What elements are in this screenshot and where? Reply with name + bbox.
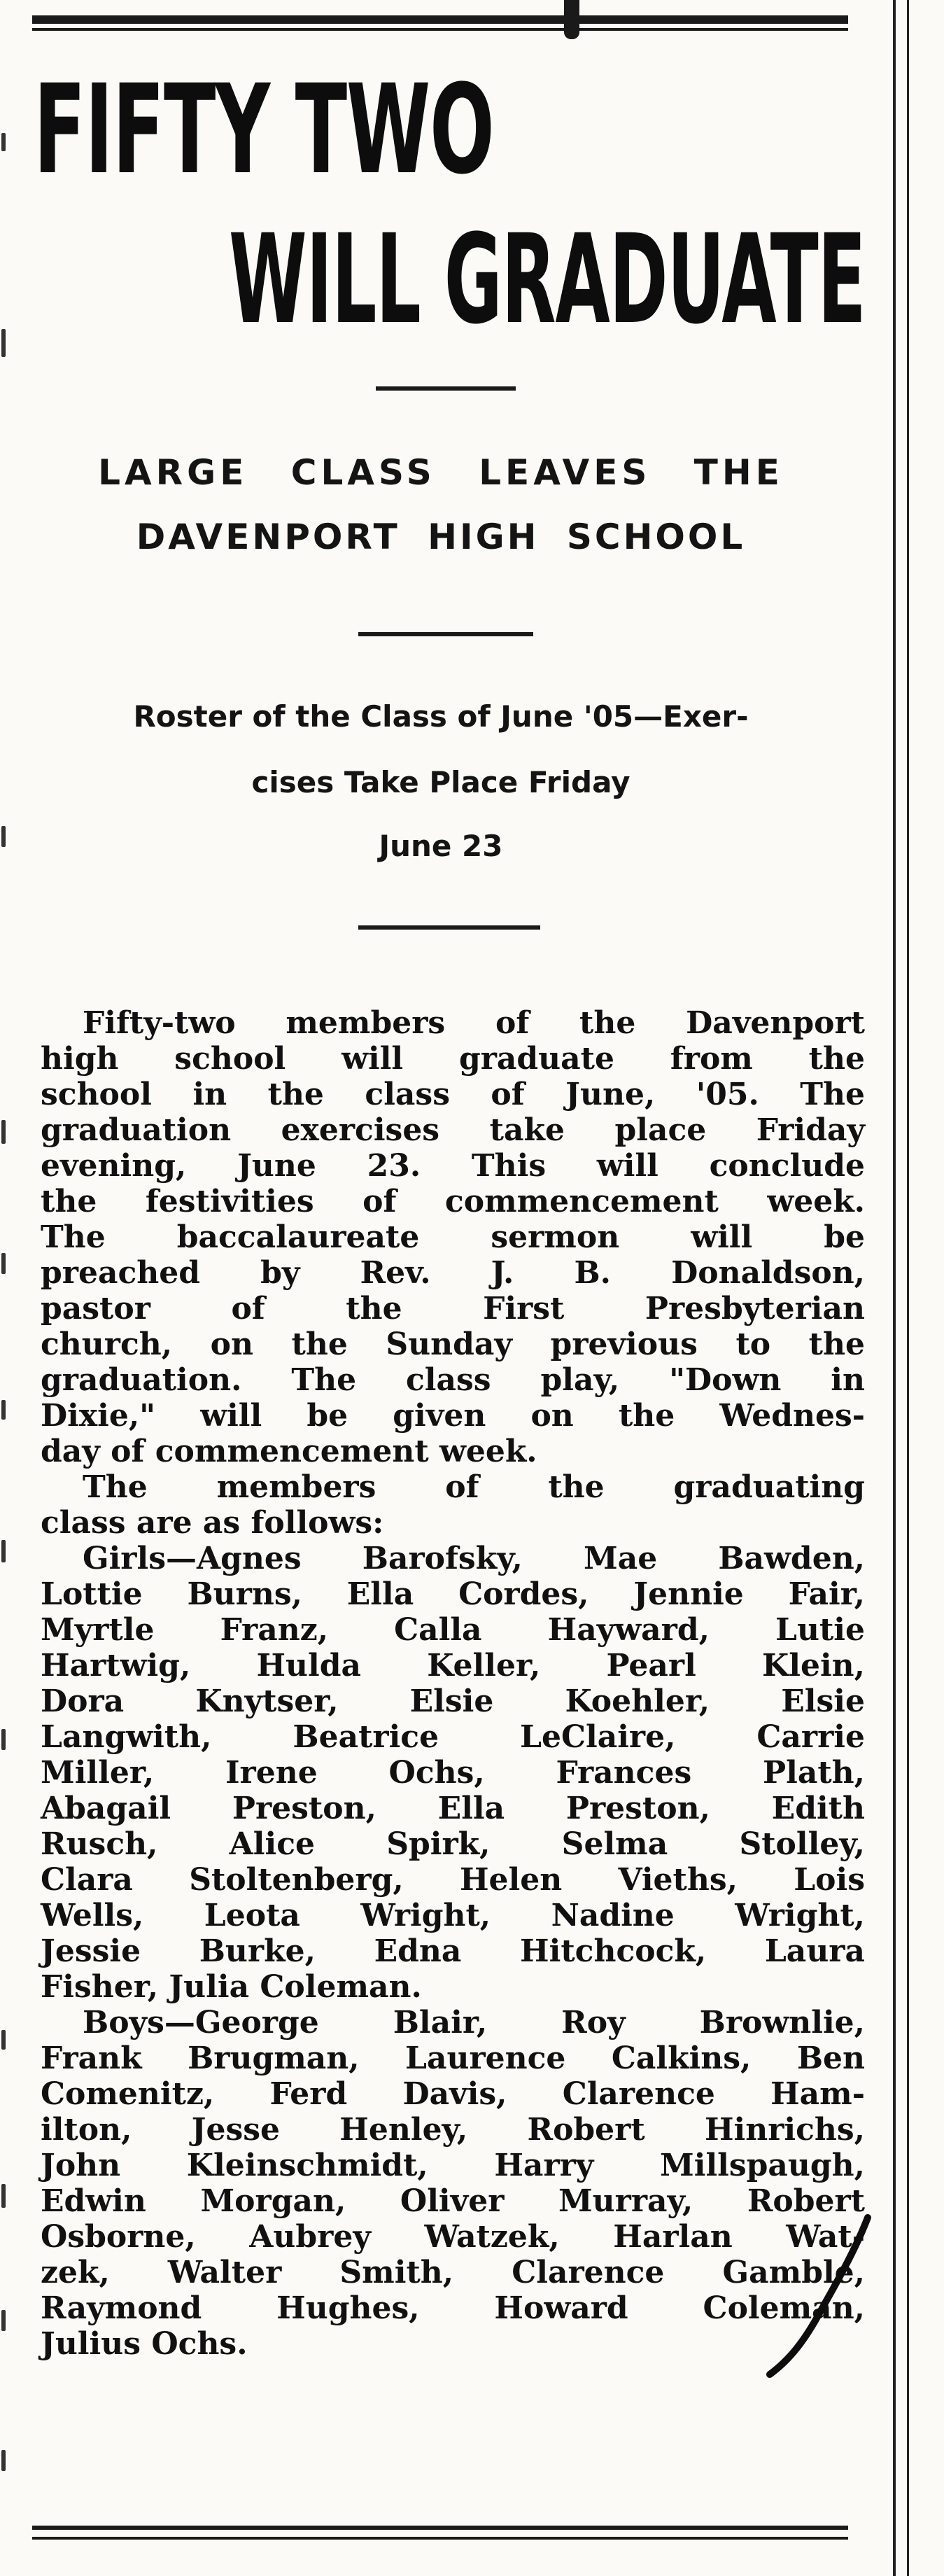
print-speck [1,2450,6,2471]
section-divider [376,386,516,391]
body-line: John Kleinschmidt, Harry Millspaugh, [41,2148,865,2183]
body-line: graduation exercises take place Friday [41,1112,865,1148]
body-line: evening, June 23. This will conclude [41,1148,865,1184]
body-line: church, on the Sunday previous to the [41,1326,865,1362]
print-speck [1,329,6,357]
body-line: Comenitz, Ferd Davis, Clarence Ham- [41,2076,865,2112]
print-speck [1,2184,6,2208]
body-line: Dora Knytser, Elsie Koehler, Elsie [41,1684,865,1719]
deck-line-1: Roster of the Class of June '05—Exer- [133,699,749,734]
deck-line-2: cises Take Place Friday [251,765,630,799]
print-speck [1,1253,6,1274]
top-rule [32,15,848,24]
print-speck [1,826,6,847]
print-speck [1,2030,6,2050]
body-line: school in the class of June, '05. The [41,1077,865,1112]
bottom-rule [32,2526,848,2530]
body-line: Girls—Agnes Barofsky, Mae Bawden, [83,1541,865,1576]
body-line: Jessie Burke, Edna Hitchcock, Laura [41,1933,865,1969]
body-line: the festivities of commencement week. [41,1184,865,1219]
body-line: high school will graduate from the [41,1041,865,1077]
body-line: Fifty-two members of the Davenport [83,1005,865,1041]
body-line: Frank Brugman, Laurence Calkins, Ben [41,2040,865,2076]
body-line: Fisher, Julia Coleman. [41,1969,422,2005]
print-speck [1,1400,6,1420]
body-line: Julius Ochs. [41,2326,248,2362]
body-line: graduation. The class play, "Down in [41,1362,865,1398]
print-speck [1,1540,6,1562]
column-rule [893,0,896,2576]
body-line: Boys—George Blair, Roy Brownlie, [83,2005,865,2040]
body-line: preached by Rev. J. B. Donaldson, [41,1255,865,1291]
bottom-rule-thin [32,2537,848,2540]
deck-line-3: June 23 [379,829,503,863]
headline-line-2: WILL GRADUATE [229,208,866,351]
body-line: ilton, Jesse Henley, Robert Hinrichs, [41,2112,865,2148]
pen-stroke-mark [763,2212,875,2380]
body-line: day of commencement week. [41,1434,537,1469]
body-line: pastor of the First Presbyterian [41,1291,865,1326]
top-ornament [564,0,579,39]
next-article-fragment [41,2554,852,2576]
subhead-line-2: DAVENPORT HIGH SCHOOL [136,517,746,557]
body-line: Abagail Preston, Ella Preston, Edith [41,1791,865,1826]
body-line: Lottie Burns, Ella Cordes, Jennie Fair, [41,1576,865,1612]
subhead-line-1: LARGE CLASS LEAVES THE [98,452,784,493]
body-line: The members of the graduating [83,1469,865,1505]
body-line: The baccalaureate sermon will be [41,1219,865,1255]
body-line: Hartwig, Hulda Keller, Pearl Klein, [41,1648,865,1684]
section-divider [358,925,540,930]
body-line: Langwith, Beatrice LeClaire, Carrie [41,1719,865,1755]
adjacent-column-edge [0,0,10,2576]
section-divider [358,632,533,636]
body-line: class are as follows: [41,1505,384,1541]
body-line: zek, Walter Smith, Clarence Gamble, [41,2255,865,2290]
body-line: Myrtle Franz, Calla Hayward, Lutie [41,1612,865,1648]
body-line: Rusch, Alice Spirk, Selma Stolley, [41,1826,865,1862]
body-line: Wells, Leota Wright, Nadine Wright, [41,1898,865,1933]
body-line: Dixie," will be given on the Wednes- [41,1398,865,1434]
body-line: Edwin Morgan, Oliver Murray, Robert [41,2183,865,2219]
body-line: Miller, Irene Ochs, Frances Plath, [41,1755,865,1791]
body-line: Clara Stoltenberg, Helen Vieths, Lois [41,1862,865,1898]
print-speck [1,1729,6,1750]
print-speck [1,1120,6,1144]
body-line: Osborne, Aubrey Watzek, Harlan Wat- [41,2219,865,2255]
print-speck [1,2310,6,2331]
top-rule-thin [32,28,848,31]
body-line: Raymond Hughes, Howard Coleman, [41,2290,865,2326]
print-speck [1,133,6,151]
headline-line-1: FIFTY TWO [34,58,494,202]
column-rule [907,0,909,2576]
